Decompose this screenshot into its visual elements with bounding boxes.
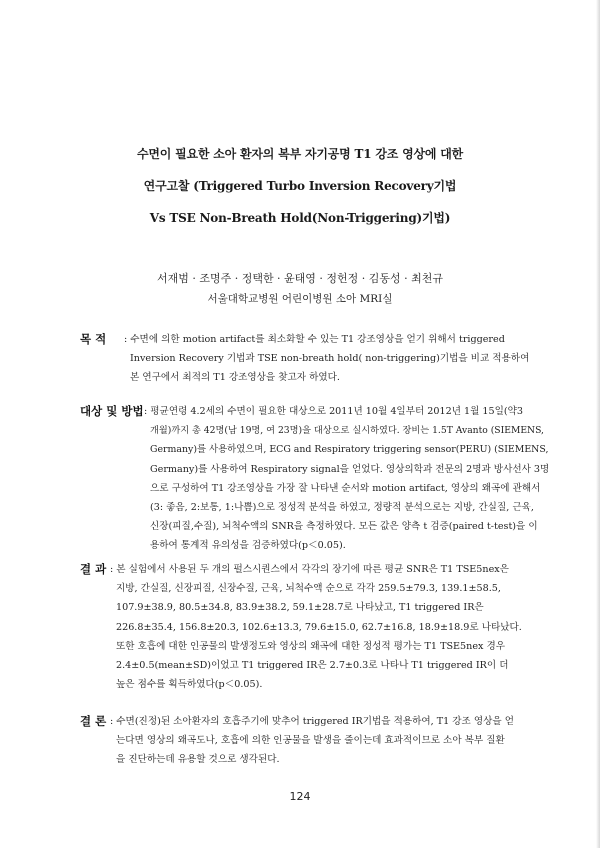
text-line: : 수면(진정)된 소아환자의 호흡주기에 맞추어 triggered IR기법을 적용하여, T1 강조 영상을 얻 (110, 716, 514, 727)
text-line: 2.4±0.5(mean±SD)이었고 T1 triggered IR은 2.7±0.3로 나타나 T1 triggered IR이 더 (116, 660, 509, 672)
text-line: 본 연구에서 최적의 T1 강조영상을 찾고자 하였다. (130, 372, 340, 384)
paper-title (0, 138, 600, 234)
page-edge (596, 0, 600, 848)
text-line: 226.8±35.4, 156.8±20.3, 102.6±13.3, 79.6±15.0, 62.7±16.8, 18.9±18.9로 나타났다. (116, 621, 522, 633)
text-line: Inversion Recovery 기법과 TSE non-breath hold( non-triggering)기법을 비교 적용하여 (130, 353, 530, 365)
text-line: Germany)를 사용하여 Respiratory signal을 얻었다. 영상의학과 전문의 2명과 방사선사 3명 (150, 463, 550, 475)
section-body-methods (144, 402, 550, 556)
affiliation: 서울대학교병원 어린이병원 소아 MRI실 (207, 293, 393, 305)
text-line: 높은 점수를 획득하였다(p＜0.05). (116, 679, 263, 691)
page-number: 124 (289, 790, 311, 803)
section-body-results (110, 560, 550, 694)
text-line: 을 진단하는데 유용할 것으로 생각된다. (116, 754, 280, 766)
title-line-1: 수면이 필요한 소아 환자의 복부 자기공명 T1 강조 영상에 대한 (136, 147, 464, 161)
text-line: 107.9±38.9, 80.5±34.8, 83.9±38.2, 59.1±28.7로 나타났고, T1 triggered IR은 (116, 602, 484, 614)
text-line: 지방, 간실질, 신장피질, 신장수질, 근육, 뇌척수액 순으로 각각 259.5±79.3, 139.1±58.5, (116, 583, 501, 595)
text-line: 용하여 통계적 유의성을 검증하였다(p＜0.05). (150, 540, 346, 552)
text-line: : 평균연령 4.2세의 수면이 필요한 대상으로 2011년 10월 4일부터 2012년 1월 15일(약3 (144, 406, 524, 417)
title-line-2: 연구고찰 (Triggered Turbo Inversion Recovery기법 (143, 179, 457, 193)
text-line: (3: 좋음, 2:보통, 1:나쁨)으로 정성적 분석을 하였고, 정량적 분석으로는 지방, 간실질, 근육, (150, 502, 534, 514)
text-line: 또한 호흡에 대한 인공물의 발생정도와 영상의 왜곡에 대한 정성적 평가는 T1 TSE5nex 경우 (116, 640, 506, 652)
title-line-3: Vs TSE Non-Breath Hold(Non-Triggering)기법) (149, 211, 451, 225)
section-label-purpose: 목 적 (80, 332, 107, 346)
author-list: 서재범 · 조명주 · 정택한 · 윤태영 · 정헌정 · 김동성 · 최천규 (156, 272, 444, 285)
text-line: 는다면 영상의 왜곡도나, 호흡에 의한 인공물을 발생을 줄이는데 효과적이므로 소아 복부 질환 (116, 735, 505, 747)
text-line: 신장(피질,수질), 뇌척수액의 SNR을 측정하였다. 모든 값은 양측 t 검증(paired t-test)을 이 (150, 521, 538, 533)
text-line: : 본 실험에서 사용된 두 개의 펄스시퀀스에서 각각의 장기에 따른 평균 SNR은 T1 TSE5nex은 (110, 564, 509, 575)
section-label-conclusion: 결 론 (80, 714, 107, 728)
section-body-conclusion (110, 712, 550, 770)
text-line: 으로 구성하여 T1 강조영상을 가장 잘 나타낸 순서와 motion artifact, 영상의 왜곡에 관해서 (150, 482, 541, 494)
text-line: Germany)를 사용하였으며, ECG and Respiratory triggering sensor(PERU) (SIEMENS, (150, 444, 549, 456)
text-line: : 수면에 의한 motion artifact를 최소화할 수 있는 T1 강조영상을 얻기 위해서 triggered (124, 334, 505, 345)
section-label-methods: 대상 및 방법 (80, 404, 144, 418)
section-label-results: 결 과 (80, 562, 107, 576)
section-body-purpose (124, 330, 550, 388)
text-line: 개월)까지 총 42명(남 19명, 여 23명)을 대상으로 실시하였다. 장비는 1.5T Avanto (SIEMENS, (150, 425, 544, 437)
